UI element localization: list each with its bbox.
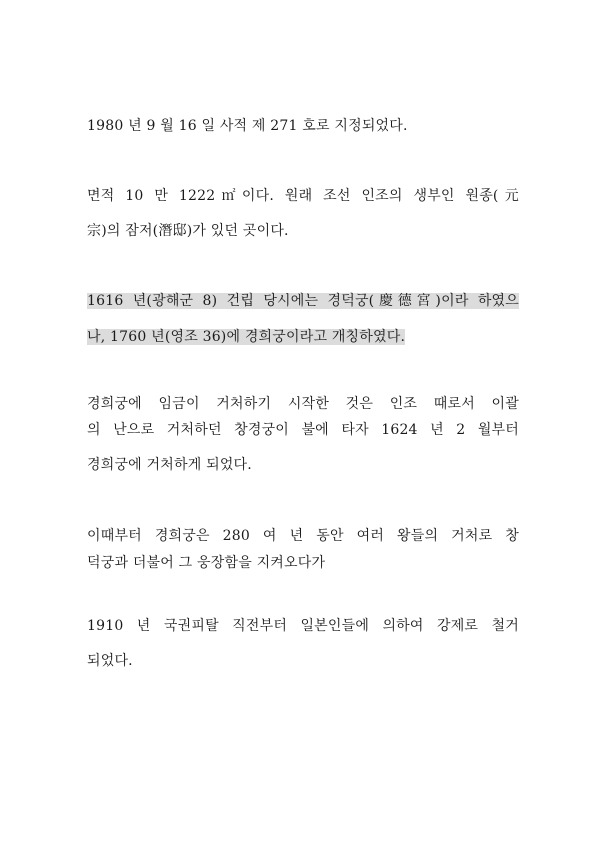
paragraph-4-line-3: 경희궁에 거처하게 되었다. bbox=[87, 457, 252, 473]
paragraph-2-line-2: 宗)의 잠저(潛邸)가 있던 곳이다. bbox=[87, 223, 289, 239]
paragraph-1-line-1: 1980 년 9 월 16 일 사적 제 271 호로 지정되었다. bbox=[87, 118, 408, 134]
paragraph-2-line-1: 면적 10 만 1222㎡이다. 원래 조선 인조의 생부인 원종(元 bbox=[87, 188, 519, 204]
highlighted-text: 1616 년(광해군 8) 건립 당시에는 경덕궁(慶德宮)이라 하였으 bbox=[87, 293, 519, 309]
paragraph-4-line-2: 의 난으로 거처하던 창경궁이 불에 타자 1624 년 2 월부터 bbox=[87, 422, 519, 438]
paragraph-3-line-2 bbox=[87, 327, 519, 347]
paragraph-5-line-1: 이때부터 경희궁은 280 여 년 동안 여러 왕들의 거처로 창 bbox=[87, 528, 519, 544]
paragraph-6-line-1: 1910 년 국권피탈 직전부터 일본인들에 의하여 강제로 철거 bbox=[87, 618, 519, 634]
paragraph-6-line-2: 되었다. bbox=[87, 653, 133, 669]
highlighted-text: 나, 1760 년(영조 36)에 경희궁이라고 개칭하였다. bbox=[87, 329, 406, 345]
paragraph-3-line-1 bbox=[87, 291, 519, 311]
paragraph-5-line-2: 덕궁과 더불어 그 웅장함을 지켜오다가 bbox=[87, 555, 326, 571]
paragraph-4-line-1: 경희궁에 임금이 거처하기 시작한 것은 인조 때로서 이괄 bbox=[87, 396, 519, 412]
